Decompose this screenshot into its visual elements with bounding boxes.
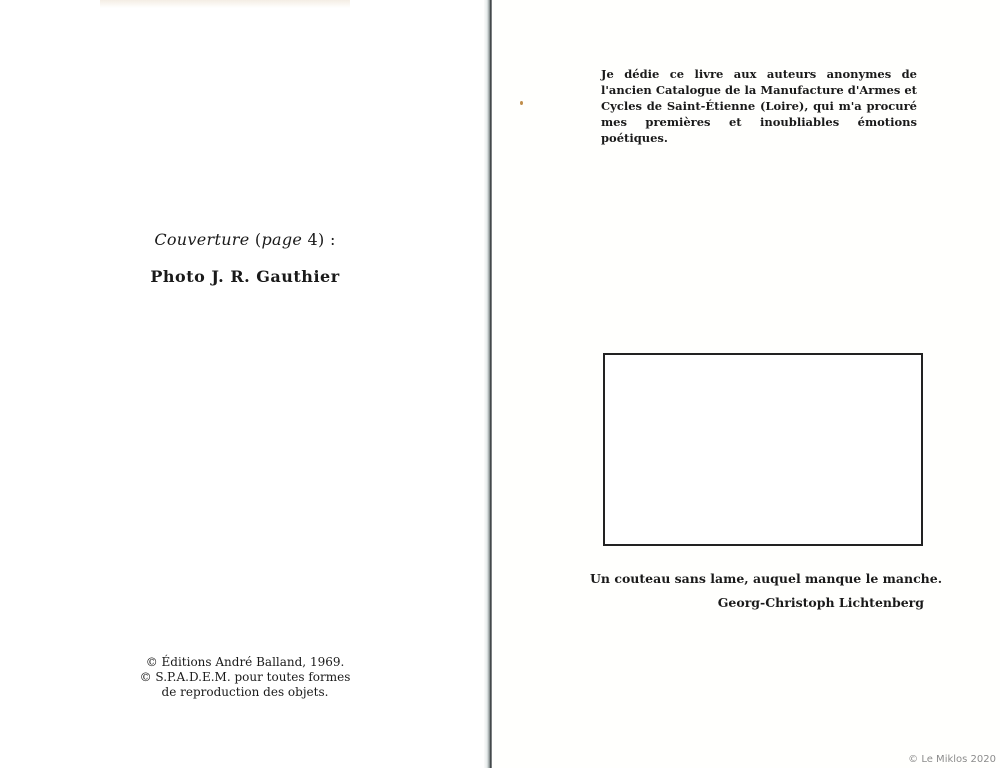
left-page <box>0 0 490 768</box>
epigraph-quote: Un couteau sans lame, auquel manque le manche. <box>590 571 943 586</box>
cover-credit <box>140 230 350 286</box>
paper-speck <box>520 101 523 105</box>
photo-credit: Photo J. R. Gauthier <box>150 267 340 286</box>
copyright-line-1: © Éditions André Balland, 1969. <box>145 655 345 669</box>
dedication-text: Je dédie ce livre aux auteurs anonymes de l'ancien Catalogue de la Manufacture d'Armes et Cycles de Saint-Étienne (Loire), qui m'a procuré mes premières et inoubliables émotions poétiques. <box>601 67 917 145</box>
page-number: 4 <box>307 230 319 249</box>
empty-frame <box>603 353 923 546</box>
epigraph <box>590 567 943 615</box>
page-word: page <box>261 230 303 249</box>
cover-reference: Couverture (page 4) : <box>154 230 336 249</box>
paper-stain <box>100 0 350 8</box>
copyright-notice <box>130 655 360 700</box>
epigraph-author: Georg-Christoph Lichtenberg <box>717 595 924 610</box>
cover-label: Couverture <box>154 230 250 249</box>
copyright-line-3: de reproduction des objets. <box>161 685 329 699</box>
watermark: © Le Miklos 2020 <box>908 754 996 765</box>
copyright-line-2: © S.P.A.D.E.M. pour toutes formes <box>139 670 351 684</box>
